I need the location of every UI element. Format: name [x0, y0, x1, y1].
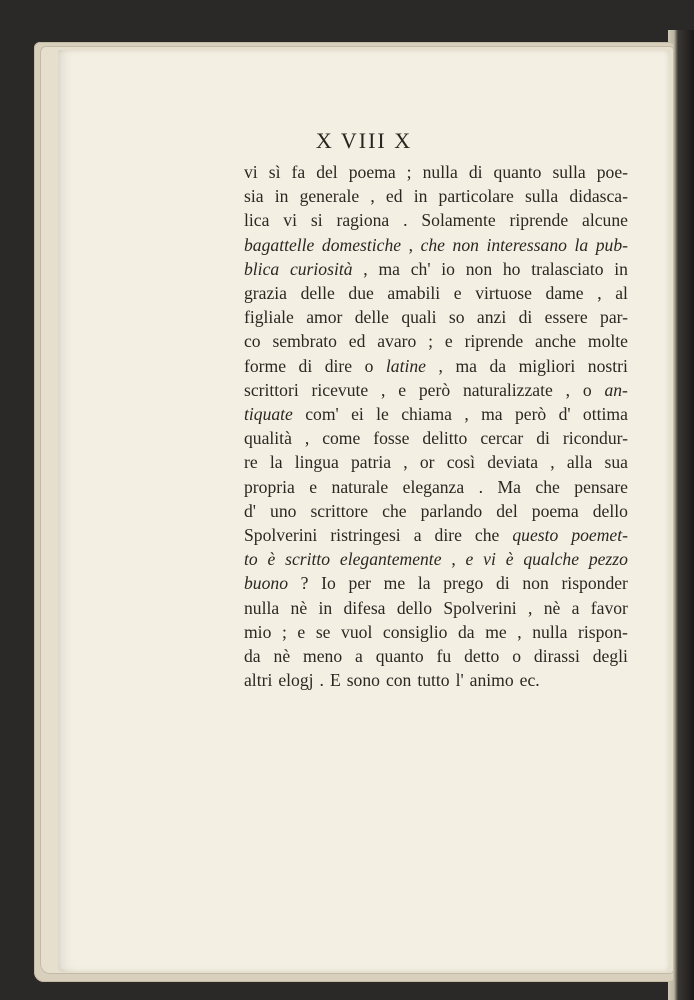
word: le: [376, 404, 389, 425]
text-line: [244, 571, 628, 595]
word: E: [329, 670, 341, 691]
word: ottima: [582, 404, 628, 425]
word: e: [444, 331, 453, 352]
word: e: [398, 379, 407, 400]
word: io: [441, 258, 455, 279]
word: detto: [464, 646, 500, 667]
word: par-: [600, 307, 628, 328]
word: migliori: [518, 355, 576, 376]
word: in: [614, 258, 628, 279]
word: ;: [281, 621, 287, 642]
word: ricondur-: [562, 428, 628, 449]
text-line: [244, 499, 628, 523]
word: Spolverini: [443, 597, 517, 618]
text-line: [244, 547, 628, 571]
text-line: [244, 160, 628, 184]
word: ;: [406, 162, 412, 182]
word: e: [453, 283, 462, 304]
page-header: X VIII X: [315, 128, 413, 153]
word: è: [505, 549, 514, 570]
text-line: [244, 523, 628, 547]
word: a: [355, 646, 363, 667]
word: che: [535, 476, 560, 497]
word: ei: [351, 404, 364, 425]
word: di: [298, 355, 313, 376]
word: .: [403, 210, 408, 231]
text-line: [244, 233, 628, 257]
word: ,: [370, 186, 375, 207]
word: uno: [270, 500, 297, 521]
text-line: [244, 305, 628, 329]
word: figliale: [244, 307, 294, 328]
word: riprende: [509, 210, 569, 231]
word: poema: [531, 500, 579, 521]
word: .: [319, 670, 324, 691]
text-line: [244, 184, 628, 208]
word: così: [446, 452, 476, 473]
word: ma: [455, 355, 477, 376]
word: ,: [527, 597, 533, 618]
word: tralasciato: [531, 258, 604, 279]
word: elegantemente: [339, 549, 442, 570]
word: lingua: [294, 452, 339, 473]
word: nè: [273, 646, 291, 667]
word: non: [465, 258, 493, 279]
word: per: [348, 573, 371, 594]
word: me: [485, 621, 507, 642]
word: la: [269, 452, 283, 473]
word: sulla: [552, 162, 586, 182]
word: pezzo: [588, 549, 628, 570]
word: e: [465, 549, 474, 570]
word: ,: [304, 428, 310, 449]
word: ?: [300, 573, 309, 594]
word: sia: [244, 186, 264, 207]
word: quanto: [375, 646, 424, 667]
word: ed: [385, 186, 403, 207]
word: di: [496, 573, 510, 594]
word: cercar: [480, 428, 524, 449]
word: elogj: [278, 670, 314, 691]
word: tutto: [417, 670, 450, 691]
word: pensare: [574, 476, 628, 497]
word: interessano: [486, 234, 567, 255]
word: lica: [244, 210, 270, 231]
word: sì: [268, 162, 281, 182]
word: .: [478, 476, 484, 497]
word: Solamente: [421, 210, 496, 231]
word: a: [413, 525, 422, 546]
text-line: [244, 281, 628, 305]
word: consiglio: [382, 621, 448, 642]
word: con: [385, 670, 412, 691]
word: che: [420, 234, 445, 255]
word: dame: [545, 283, 584, 304]
word: virtuose: [475, 283, 532, 304]
word: avaro: [377, 331, 417, 352]
word: anche: [535, 331, 577, 352]
word: in: [318, 597, 333, 618]
word: delitto: [422, 428, 468, 449]
word: amabili: [387, 283, 441, 304]
word: non: [452, 234, 479, 255]
word: ,: [565, 379, 571, 400]
word: due: [348, 283, 374, 304]
word: si: [310, 210, 323, 231]
word: del: [316, 162, 338, 182]
word: altri: [244, 670, 273, 691]
word: tiquate: [244, 404, 293, 425]
word: dire: [324, 355, 353, 376]
word: ec.: [519, 670, 540, 691]
word: so: [448, 307, 465, 328]
word: poemet-: [571, 525, 628, 546]
word: ma: [378, 258, 400, 279]
word: ;: [428, 331, 434, 352]
word: propria: [244, 476, 295, 497]
word: molte: [587, 331, 628, 352]
text-line: [244, 596, 628, 620]
word: a: [571, 597, 580, 618]
word: co: [244, 331, 261, 352]
word: di: [518, 307, 533, 328]
word: ma: [481, 404, 503, 425]
word: ragiona: [336, 210, 390, 231]
text-line: [244, 475, 628, 499]
word: naturalizzate: [462, 379, 553, 400]
text-line: [244, 402, 628, 426]
word: difesa: [343, 597, 386, 618]
word: dello: [396, 597, 432, 618]
word: com': [305, 404, 339, 425]
word: vi: [283, 210, 297, 231]
word: Ma: [497, 476, 521, 497]
word: al: [615, 283, 628, 304]
word: ,: [451, 549, 456, 570]
word: vuol: [341, 621, 373, 642]
word: risponder: [561, 573, 628, 594]
word: dello: [592, 500, 628, 521]
word: poe-: [596, 162, 628, 182]
word: dirassi: [533, 646, 580, 667]
word: o: [582, 379, 592, 400]
word: fu: [436, 646, 452, 667]
word: patria: [350, 452, 392, 473]
word: ,: [403, 452, 408, 473]
word: rispon-: [578, 621, 628, 642]
word: blica: [244, 258, 280, 279]
word: ,: [381, 379, 386, 400]
word: chiama: [401, 404, 452, 425]
word: particolare: [438, 186, 514, 207]
word: scritto: [285, 549, 331, 570]
word: degli: [592, 646, 628, 667]
word: nè: [543, 597, 561, 618]
word: da: [458, 621, 475, 642]
word: ed: [348, 331, 366, 352]
text-line: [244, 208, 628, 232]
word: qualche: [523, 549, 580, 570]
word: ricevute: [311, 379, 369, 400]
word: mio: [244, 621, 272, 642]
word: sulla: [524, 186, 559, 207]
word: l': [455, 670, 464, 691]
show-through-line: [230, 704, 630, 722]
text-line: [244, 426, 628, 450]
word: deviata: [487, 452, 539, 473]
word: essere: [544, 307, 588, 328]
word: bagattelle: [244, 234, 315, 255]
word: vi: [483, 549, 496, 570]
word: del: [496, 500, 518, 521]
text-line: [244, 450, 628, 474]
word: Io: [321, 573, 336, 594]
word: eleganza: [402, 476, 465, 497]
text-line: [244, 644, 628, 668]
word: anzi: [476, 307, 507, 328]
word: amor: [306, 307, 343, 328]
word: e: [309, 476, 318, 497]
word: se: [315, 621, 331, 642]
word: latine: [385, 355, 426, 376]
word: in: [274, 186, 289, 207]
word: come: [322, 428, 361, 449]
word: di: [536, 428, 550, 449]
word: di: [468, 162, 483, 182]
word: che: [382, 500, 407, 521]
word: d': [558, 404, 571, 425]
text-line: [244, 378, 628, 402]
word: fosse: [373, 428, 410, 449]
body-text: [244, 160, 628, 692]
word: nulla: [422, 162, 458, 182]
word: naturale: [331, 476, 389, 497]
word: curiosità: [289, 258, 353, 279]
word: ,: [363, 258, 368, 279]
word: da: [244, 646, 261, 667]
word: quali: [401, 307, 437, 328]
word: non: [522, 573, 549, 594]
text-line: [244, 257, 628, 281]
word: sono: [346, 670, 380, 691]
word: didasca-: [569, 186, 628, 207]
word: to: [244, 549, 258, 570]
word: grazia: [244, 283, 287, 304]
word: scrittori: [244, 379, 299, 400]
word: qualità: [244, 428, 292, 449]
word: nulla: [244, 597, 280, 618]
word: ,: [597, 283, 602, 304]
word: prego: [443, 573, 484, 594]
word: ristringesi: [330, 525, 401, 546]
word: an-: [604, 379, 628, 400]
word: nè: [290, 597, 308, 618]
word: animo: [469, 670, 514, 691]
word: poema: [348, 162, 396, 182]
word: ,: [464, 404, 469, 425]
word: ,: [438, 355, 443, 376]
word: però: [514, 404, 547, 425]
text-line: [244, 354, 628, 378]
word: da: [489, 355, 507, 376]
word: buono: [244, 573, 288, 594]
word: la: [417, 573, 431, 594]
word: delle: [300, 283, 335, 304]
text-line: [244, 329, 628, 353]
word: scrittore: [310, 500, 369, 521]
word: nulla: [532, 621, 568, 642]
word: o: [512, 646, 521, 667]
word: alcune: [582, 210, 628, 231]
word: in: [413, 186, 428, 207]
word: meno: [303, 646, 343, 667]
word: delle: [354, 307, 389, 328]
word: dire: [434, 525, 462, 546]
word: ,: [550, 452, 555, 473]
word: e: [297, 621, 306, 642]
word: o: [364, 355, 374, 376]
word: me: [383, 573, 406, 594]
word: generale: [299, 186, 360, 207]
word: vi: [244, 162, 258, 182]
word: parlando: [420, 500, 483, 521]
word: forme: [244, 355, 287, 376]
word: alla: [566, 452, 593, 473]
word: sua: [604, 452, 628, 473]
word: fa: [291, 162, 306, 182]
word: che: [474, 525, 500, 546]
word: d': [244, 500, 256, 521]
word: re: [244, 452, 258, 473]
text-line: [244, 620, 628, 644]
word: però: [418, 379, 451, 400]
word: favor: [590, 597, 628, 618]
word: sembrato: [272, 331, 337, 352]
word: quanto: [493, 162, 542, 182]
word: è: [267, 549, 276, 570]
word: riprende: [464, 331, 524, 352]
word: Spolverini: [244, 525, 318, 546]
word: ,: [517, 621, 522, 642]
word: la: [574, 234, 589, 255]
word: domestiche: [321, 234, 402, 255]
word: ,: [408, 234, 414, 255]
text-line: [244, 668, 628, 692]
word: questo: [512, 525, 559, 546]
word: nostri: [587, 355, 628, 376]
word: ch': [410, 258, 431, 279]
word: pub-: [595, 234, 628, 255]
word: ho: [502, 258, 521, 279]
word: or: [419, 452, 435, 473]
